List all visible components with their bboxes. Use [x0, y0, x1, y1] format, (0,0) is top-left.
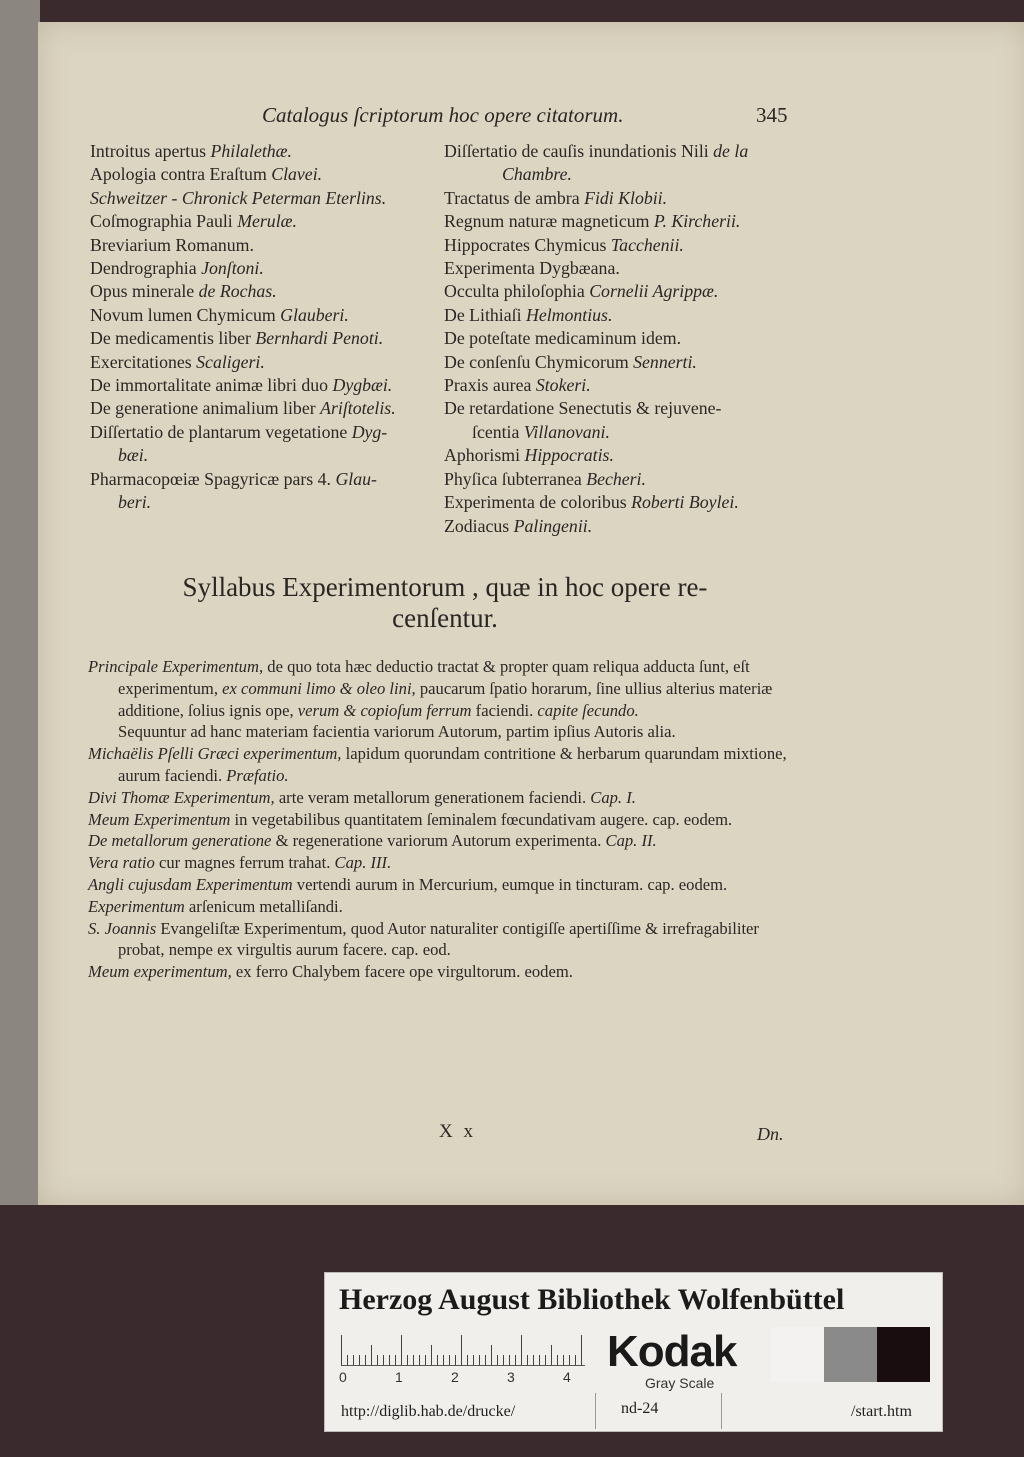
catalogue-entry — [444, 491, 824, 514]
entry-title: Praxis aurea — [444, 375, 536, 396]
entry-title: Aphorismi — [444, 445, 525, 466]
ruler-tick — [545, 1355, 546, 1365]
italic-run: Vera ratio — [88, 853, 159, 873]
text-run: Evangeliſtæ Experimentum, quod Autor naturaliter contigiſſe apertiſſime & irrefragabiliter probat, nempe ex virgultis aurum facere. cap. eod. — [118, 918, 759, 960]
entry-title: Novum lumen Chymicum — [90, 304, 281, 325]
section-heading — [100, 572, 790, 634]
gray-scale-patches — [771, 1327, 930, 1382]
ruler-tick — [365, 1355, 366, 1365]
entry-title: Phyſica ſubterranea — [444, 468, 587, 489]
entry-title: Exercitationes — [90, 351, 197, 372]
scale-ruler — [341, 1335, 585, 1366]
catchword: Dn. — [757, 1124, 784, 1144]
catalogue-entry — [90, 351, 440, 374]
ruler-tick — [533, 1355, 534, 1365]
ruler-digit: 2 — [451, 1369, 459, 1385]
entry-title: De Lithiaſi — [444, 304, 526, 325]
ruler-tick — [341, 1335, 342, 1365]
catalogue-entry — [90, 397, 440, 420]
entry-title: Apologia contra Eraſtum — [90, 164, 272, 185]
catalogue-entry — [444, 397, 824, 420]
text-run: de quo tota hæc deductio tractat & propter quam reliqua adducta ſunt, eſt experimentum, — [118, 657, 750, 698]
url-suffix[interactable]: /start.htm — [851, 1403, 912, 1420]
entry-author: de la — [713, 141, 749, 161]
ruler-tick — [407, 1355, 408, 1365]
catalogue-entry — [90, 421, 440, 444]
catalogue-entry — [444, 210, 824, 233]
ruler-tick — [431, 1345, 432, 1365]
ruler-tick — [521, 1335, 522, 1365]
entry-title: Hippocrates Chymicus — [444, 234, 611, 255]
experiment-entry — [88, 852, 798, 874]
catalogue-entry — [444, 374, 824, 397]
library-name: Herzog August Bibliothek Wolfenbüttel — [339, 1283, 845, 1316]
entry-title: De retardatione Senectutis & rejuvene- — [444, 398, 722, 419]
ruler-tick — [557, 1355, 558, 1365]
entry-title: Tractatus de ambra — [444, 187, 585, 208]
ruler-digit: 4 — [563, 1369, 571, 1385]
ruler-tick — [563, 1355, 564, 1365]
experiment-entry — [88, 809, 798, 831]
italic-run: Præfatio. — [226, 765, 289, 785]
ruler-tick — [479, 1355, 480, 1365]
catalogue-entry — [444, 163, 824, 186]
entry-author: Tacchenii. — [610, 234, 684, 255]
ruler-tick — [353, 1355, 354, 1365]
text-run: arte veram metallorum generationem faciendi. — [278, 787, 591, 807]
entry-author: Philalethæ. — [210, 141, 292, 161]
catalogue-entry — [444, 280, 824, 303]
entry-title: Diſſertatio de plantarum vegetatione — [90, 421, 352, 442]
card-divider — [721, 1393, 722, 1429]
ruler-tick — [413, 1355, 414, 1365]
entry-author: Hippocratis. — [524, 445, 614, 466]
entry-author: Roberti Boylei. — [631, 492, 739, 513]
entry-author: Stokeri. — [535, 375, 591, 396]
ruler-tick — [437, 1355, 438, 1365]
entry-title: Diſſertatio de cauſis inundationis Nili — [444, 141, 714, 161]
italic-run: Experimentum — [88, 896, 189, 916]
catalogue-entry — [90, 257, 440, 280]
entry-author: Dygbæi. — [332, 375, 393, 396]
entry-author: Cornelii Agrippæ. — [589, 281, 719, 302]
italic-run: verum & copioſum ferrum — [297, 700, 476, 720]
text-run: faciendi. — [475, 700, 538, 720]
entry-title: ſcentia — [472, 421, 524, 442]
italic-run: Cap. III. — [334, 853, 392, 873]
catalogue-entry — [90, 304, 440, 327]
text-run: paucarum ſpatio horarum, ſine ullius alterius materiæ additione, ſolius ignis ope, — [118, 678, 773, 720]
catalogue-entry — [444, 327, 824, 350]
entry-title: Introitus apertus — [90, 141, 211, 161]
ruler-tick — [491, 1345, 492, 1365]
gray-scale-label: Gray Scale — [645, 1375, 715, 1391]
entry-title: Occulta philoſophia — [444, 281, 590, 302]
catalogue-entry — [90, 140, 440, 163]
italic-run: ex communi limo & oleo lini, — [222, 678, 420, 698]
entry-author: Bernhardi Penoti. — [255, 328, 384, 349]
catalogue-entry — [444, 351, 824, 374]
italic-run: Principale Experimentum, — [88, 657, 268, 676]
ruler-tick — [449, 1355, 450, 1365]
text-run: Sequuntur ad hanc materiam facientia variorum Autorum, partim ipſius Autoris alia. — [118, 722, 676, 742]
entry-author: Jonſtoni. — [201, 258, 264, 279]
catalogue-entry — [90, 163, 440, 186]
catalogue-entry — [90, 444, 440, 467]
text-run: ex ferro Chalybem facere ope virgultorum. eodem. — [235, 962, 573, 982]
ruler-digit: 0 — [339, 1369, 347, 1385]
text-run: vertendi aurum in Mercurium, eumque in tincturam. cap. eodem. — [296, 874, 728, 894]
entry-title: De immortalitate animæ libri duo — [90, 375, 333, 396]
ruler-tick — [443, 1355, 444, 1365]
experiment-entry — [88, 830, 798, 852]
italic-run: Michaëlis Pſelli Græci experimentum, — [88, 744, 346, 764]
italic-run: S. Joannis — [88, 918, 161, 938]
ruler-digit: 3 — [507, 1369, 515, 1385]
ruler-tick — [581, 1335, 582, 1365]
ruler-tick — [425, 1355, 426, 1365]
entry-title: Zodiacus — [444, 515, 514, 536]
entry-title: Regnum naturæ magneticum — [444, 211, 654, 232]
entry-title: Breviarium Romanum. — [90, 234, 254, 255]
italic-run: Meum experimentum, — [88, 962, 236, 982]
entry-title: Pharmacopœiæ Spagyricæ pars 4. — [90, 468, 336, 489]
experiment-entry — [88, 721, 798, 743]
entry-author: Clavei. — [271, 164, 323, 185]
entry-author: Chambre. — [502, 164, 572, 185]
italic-run: Angli cujusdam Experimentum — [88, 874, 297, 894]
catalogue-right-column — [444, 140, 824, 538]
ruler-tick — [575, 1355, 576, 1365]
experiment-entry — [88, 961, 798, 983]
text-run: & regeneratione variorum Autorum experimenta. — [275, 831, 606, 851]
experiment-entry — [88, 874, 798, 896]
entry-title: De poteſtate medicaminum idem. — [444, 328, 682, 349]
ruler-tick — [395, 1355, 396, 1365]
experiment-entry — [88, 896, 798, 918]
ruler-tick — [359, 1355, 360, 1365]
entry-author: Glauberi. — [280, 304, 349, 325]
ruler-tick — [455, 1355, 456, 1365]
catalogue-entry — [90, 280, 440, 303]
entry-author: Becheri. — [586, 468, 646, 489]
page-number: 345 — [756, 103, 788, 127]
entry-title: Experimenta Dygbæana. — [444, 258, 620, 279]
ruler-tick — [569, 1355, 570, 1365]
catalogue-entry — [444, 304, 824, 327]
ruler-tick — [551, 1345, 552, 1365]
ruler-digits — [339, 1369, 589, 1387]
entry-author: beri. — [118, 492, 152, 513]
entry-author: Merulæ. — [237, 211, 297, 232]
entry-author: Sennerti. — [633, 351, 697, 372]
catalogue-entry — [444, 515, 824, 538]
gray-patch — [771, 1327, 824, 1382]
italic-run: Meum Experimentum — [88, 809, 235, 829]
kodak-logo: Kodak — [607, 1327, 737, 1376]
entry-title: De generatione animalium liber — [90, 398, 321, 419]
experiment-entry — [88, 918, 798, 962]
signature-mark: X x — [439, 1121, 476, 1142]
text-run: in vegetabilibus quantitatem ſeminalem fœcundativam augere. cap. eodem. — [234, 809, 733, 829]
running-head: Catalogus ſcriptorum hoc opere citatorum. — [262, 103, 624, 127]
experiment-entry — [88, 656, 798, 721]
ruler-tick — [389, 1355, 390, 1365]
card-divider — [595, 1393, 596, 1429]
italic-run: De metallorum generatione — [88, 831, 276, 851]
entry-title: Coſmographia Pauli — [90, 211, 238, 232]
catalogue-entry — [90, 374, 440, 397]
text-run: cur magnes ferrum trahat. — [159, 853, 335, 873]
catalogue-entry — [90, 468, 440, 491]
ruler-tick — [473, 1355, 474, 1365]
ruler-tick — [485, 1355, 486, 1365]
entry-title: Experimenta de coloribus — [444, 492, 632, 513]
ruler-tick — [497, 1355, 498, 1365]
gray-patch — [824, 1327, 877, 1382]
entry-title: Dendrographia — [90, 258, 202, 279]
ruler-tick — [503, 1355, 504, 1365]
heading-line-2: cenſentur. — [392, 603, 498, 633]
catalogue-entry — [90, 210, 440, 233]
catalogue-left-column — [90, 140, 440, 515]
entry-author: bæi. — [118, 445, 149, 466]
catalogue-entry — [90, 327, 440, 350]
entry-author: Schweitzer - Chronick Peterman Eterlins. — [90, 187, 387, 208]
experiment-entry — [88, 743, 798, 787]
entry-title: De conſenſu Chymicorum — [444, 351, 634, 372]
entry-author: Scaligeri. — [196, 351, 265, 372]
italic-run: Cap. I. — [590, 787, 636, 807]
experiment-entry — [88, 787, 798, 809]
catalogue-entry — [444, 468, 824, 491]
catalogue-entry — [90, 234, 440, 257]
ruler-tick — [539, 1355, 540, 1365]
ruler-digit: 1 — [395, 1369, 403, 1385]
italic-run: capite ſecundo. — [537, 700, 639, 720]
italic-run: Divi Thomæ Experimentum, — [88, 787, 279, 807]
entry-author: Palingenii. — [513, 515, 593, 536]
ruler-tick — [509, 1355, 510, 1365]
catalogue-entry — [444, 257, 824, 280]
catalogue-entry — [90, 187, 440, 210]
ruler-tick — [377, 1355, 378, 1365]
entry-author: Villanovani. — [523, 421, 610, 442]
catalogue-entry — [444, 234, 824, 257]
entry-author: Glau- — [335, 468, 377, 489]
entry-author: Helmontius. — [525, 304, 613, 325]
book-edge — [0, 0, 40, 1205]
ruler-tick — [371, 1345, 372, 1365]
italic-run: Cap. II. — [605, 831, 657, 851]
catalogue-entry — [444, 140, 824, 163]
library-target-card — [324, 1272, 943, 1432]
text-run: lapidum quorundam contritione & herbarum quarundam mixtione, aurum faciendi. — [118, 744, 787, 785]
entry-author: Fidi Klobii. — [584, 187, 668, 208]
catalogue-entry — [444, 187, 824, 210]
ruler-tick — [401, 1335, 402, 1365]
catalogue-entry — [444, 444, 824, 467]
ruler-tick — [461, 1335, 462, 1365]
catalogue-entry — [90, 491, 440, 514]
text-run: arſenicum metalliſandi. — [188, 896, 343, 916]
ruler-tick — [383, 1355, 384, 1365]
entry-author: P. Kircherii. — [653, 211, 741, 232]
ruler-tick — [347, 1355, 348, 1365]
ruler-tick — [467, 1355, 468, 1365]
shelfmark: nd-24 — [621, 1400, 659, 1417]
entry-title: De medicamentis liber — [90, 328, 256, 349]
entry-author: Dyg- — [351, 421, 388, 442]
ruler-tick — [419, 1355, 420, 1365]
catalogue-entry — [444, 421, 824, 444]
ruler-tick — [515, 1355, 516, 1365]
entry-author: Ariſtotelis. — [320, 398, 396, 419]
entry-title: Opus minerale — [90, 281, 199, 302]
entry-author: de Rochas. — [198, 281, 277, 302]
ruler-tick — [527, 1355, 528, 1365]
gray-patch — [877, 1327, 930, 1382]
url-prefix[interactable]: http://diglib.hab.de/drucke/ — [341, 1403, 516, 1420]
experiment-list — [88, 656, 798, 983]
heading-line-1: Syllabus Experimentorum , quæ in hoc opere re- — [182, 572, 708, 602]
